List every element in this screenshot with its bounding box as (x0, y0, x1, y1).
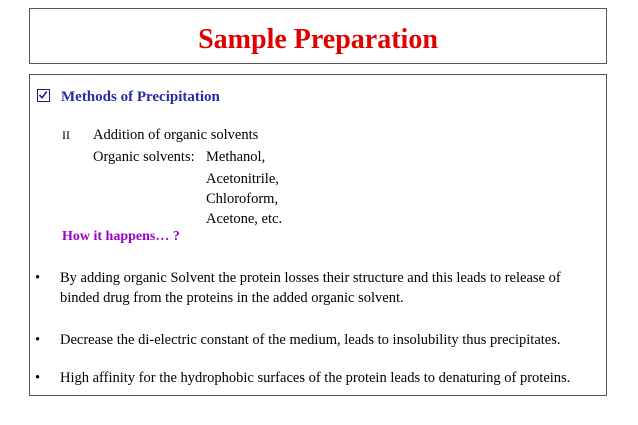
solvents-label: Organic solvents: (93, 149, 195, 165)
checkbox-icon (37, 89, 50, 102)
solvent-item: Acetone, etc. (206, 211, 283, 227)
bullet-text: High affinity for the hydrophobic surfaces of the protein leads to denaturing of proteins. (60, 370, 571, 386)
item-title: Addition of organic solvents (93, 127, 259, 143)
bullet-text: Decrease the di-electric constant of the medium, leads to insolubility thus precipitates. (60, 332, 561, 348)
bullet-marker: • (35, 270, 41, 286)
bullet-marker: • (35, 370, 41, 386)
solvent-item: Chloroform, (206, 191, 279, 207)
bullet-marker: • (35, 332, 41, 348)
title-box (29, 8, 607, 64)
section-heading: Methods of Precipitation (61, 89, 220, 105)
list-marker: II (62, 128, 70, 142)
solvent-item: Acetonitrile, (206, 171, 279, 187)
slide-title: Sample Preparation (198, 24, 438, 55)
question-text: How it happens… ? (62, 229, 180, 244)
bullet-text: By adding organic Solvent the protein losses their structure and this leads to release of binded drug from the proteins in the added organic solvent. (60, 270, 561, 306)
solvent-item: Methanol, (206, 149, 266, 165)
